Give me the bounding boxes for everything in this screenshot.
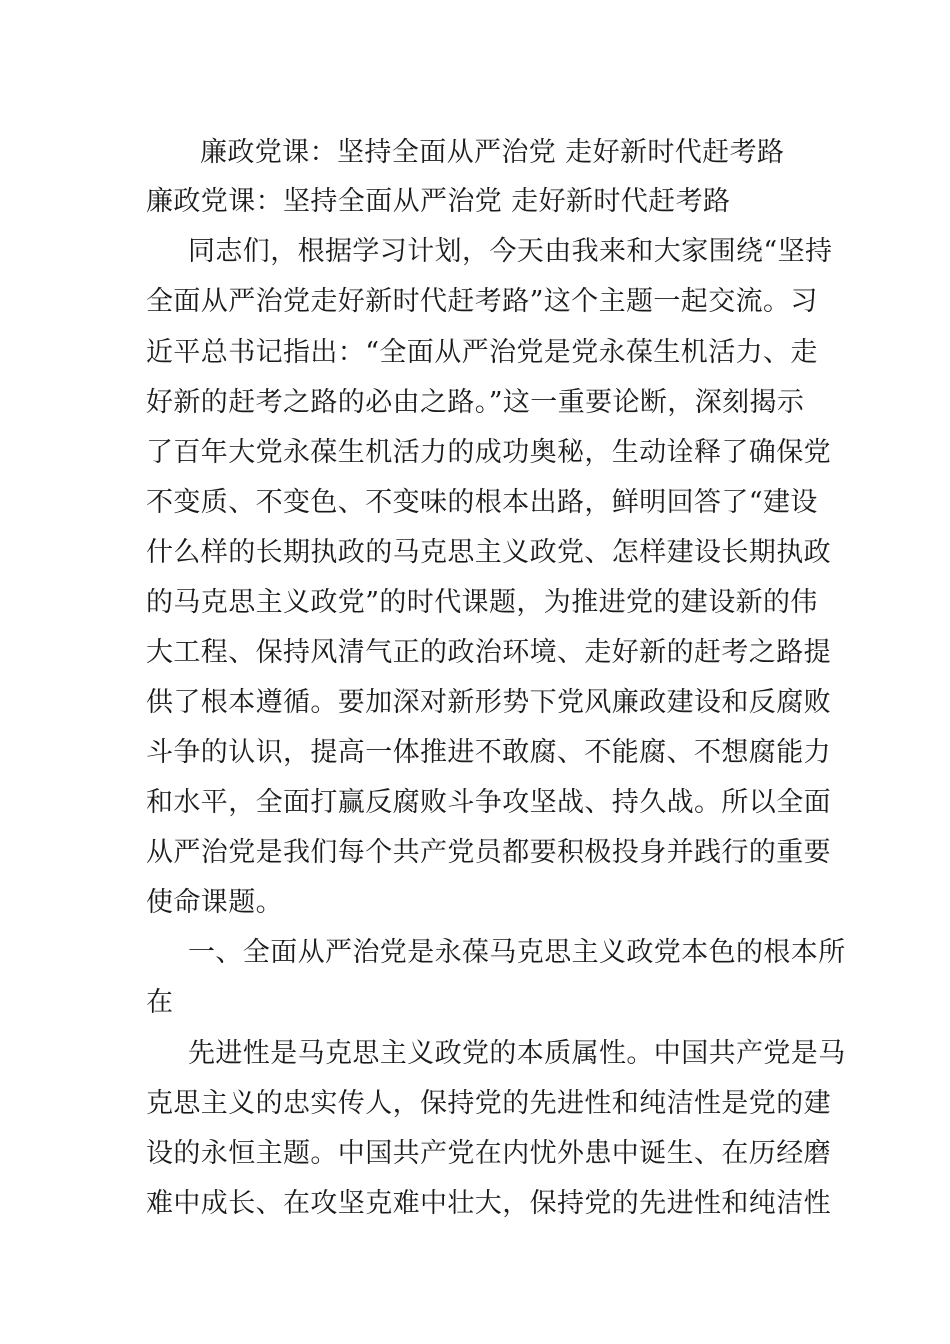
paragraph-line: 难中成长、在攻坚克难中壮大，保持党的先进性和纯洁性 [146,1188,831,1219]
paragraph-line: 好新的赶考之路的必由之路。”这一重要论断，深刻揭示 [146,387,805,418]
paragraph-line: 斗争的认识，提高一体推进不敢腐、不能腐、不想腐能力 [146,737,831,768]
section-heading: 一、全面从严治党是永葆马克思主义政党本色的根本所 [188,937,846,968]
paragraph-line: 从严治党是我们每个共产党员都要积极投身并践行的重要 [146,837,831,868]
paragraph-line: 什么样的长期执政的马克思主义政党、怎样建设长期执政 [146,537,831,568]
paragraph-line: 不变质、不变色、不变味的根本出路，鲜明回答了“建设 [146,487,818,518]
paragraph-line: 近平总书记指出：“全面从严治党是党永葆生机活力、走 [146,337,818,368]
paragraph-line: 全面从严治党走好新时代赶考路”这个主题一起交流。习 [146,286,818,317]
document-title-repeat: 廉政党课：坚持全面从严治党 走好新时代赶考路 [146,186,731,217]
section-heading: 在 [146,987,174,1018]
paragraph-line: 的马克思主义政党”的时代课题，为推进党的建设新的伟 [146,587,818,618]
paragraph-line: 了百年大党永葆生机活力的成功奥秘，生动诠释了确保党 [146,437,831,468]
document-title: 廉政党课：坚持全面从严治党 走好新时代赶考路 [200,137,785,168]
paragraph-line: 使命课题。 [146,887,283,918]
paragraph-line: 设的永恒主题。中国共产党在内忧外患中诞生、在历经磨 [146,1138,831,1169]
paragraph-line: 克思主义的忠实传人，保持党的先进性和纯洁性是党的建 [146,1088,831,1119]
paragraph-line: 大工程、保持风清气正的政治环境、走好新的赶考之路提 [146,637,831,668]
paragraph-line: 同志们，根据学习计划，今天由我来和大家围绕“坚持 [188,236,833,267]
paragraph-line: 供了根本遵循。要加深对新形势下党风廉政建设和反腐败 [146,687,831,718]
paragraph-line: 先进性是马克思主义政党的本质属性。中国共产党是马 [188,1038,846,1069]
paragraph-line: 和水平，全面打赢反腐败斗争攻坚战、持久战。所以全面 [146,787,831,818]
